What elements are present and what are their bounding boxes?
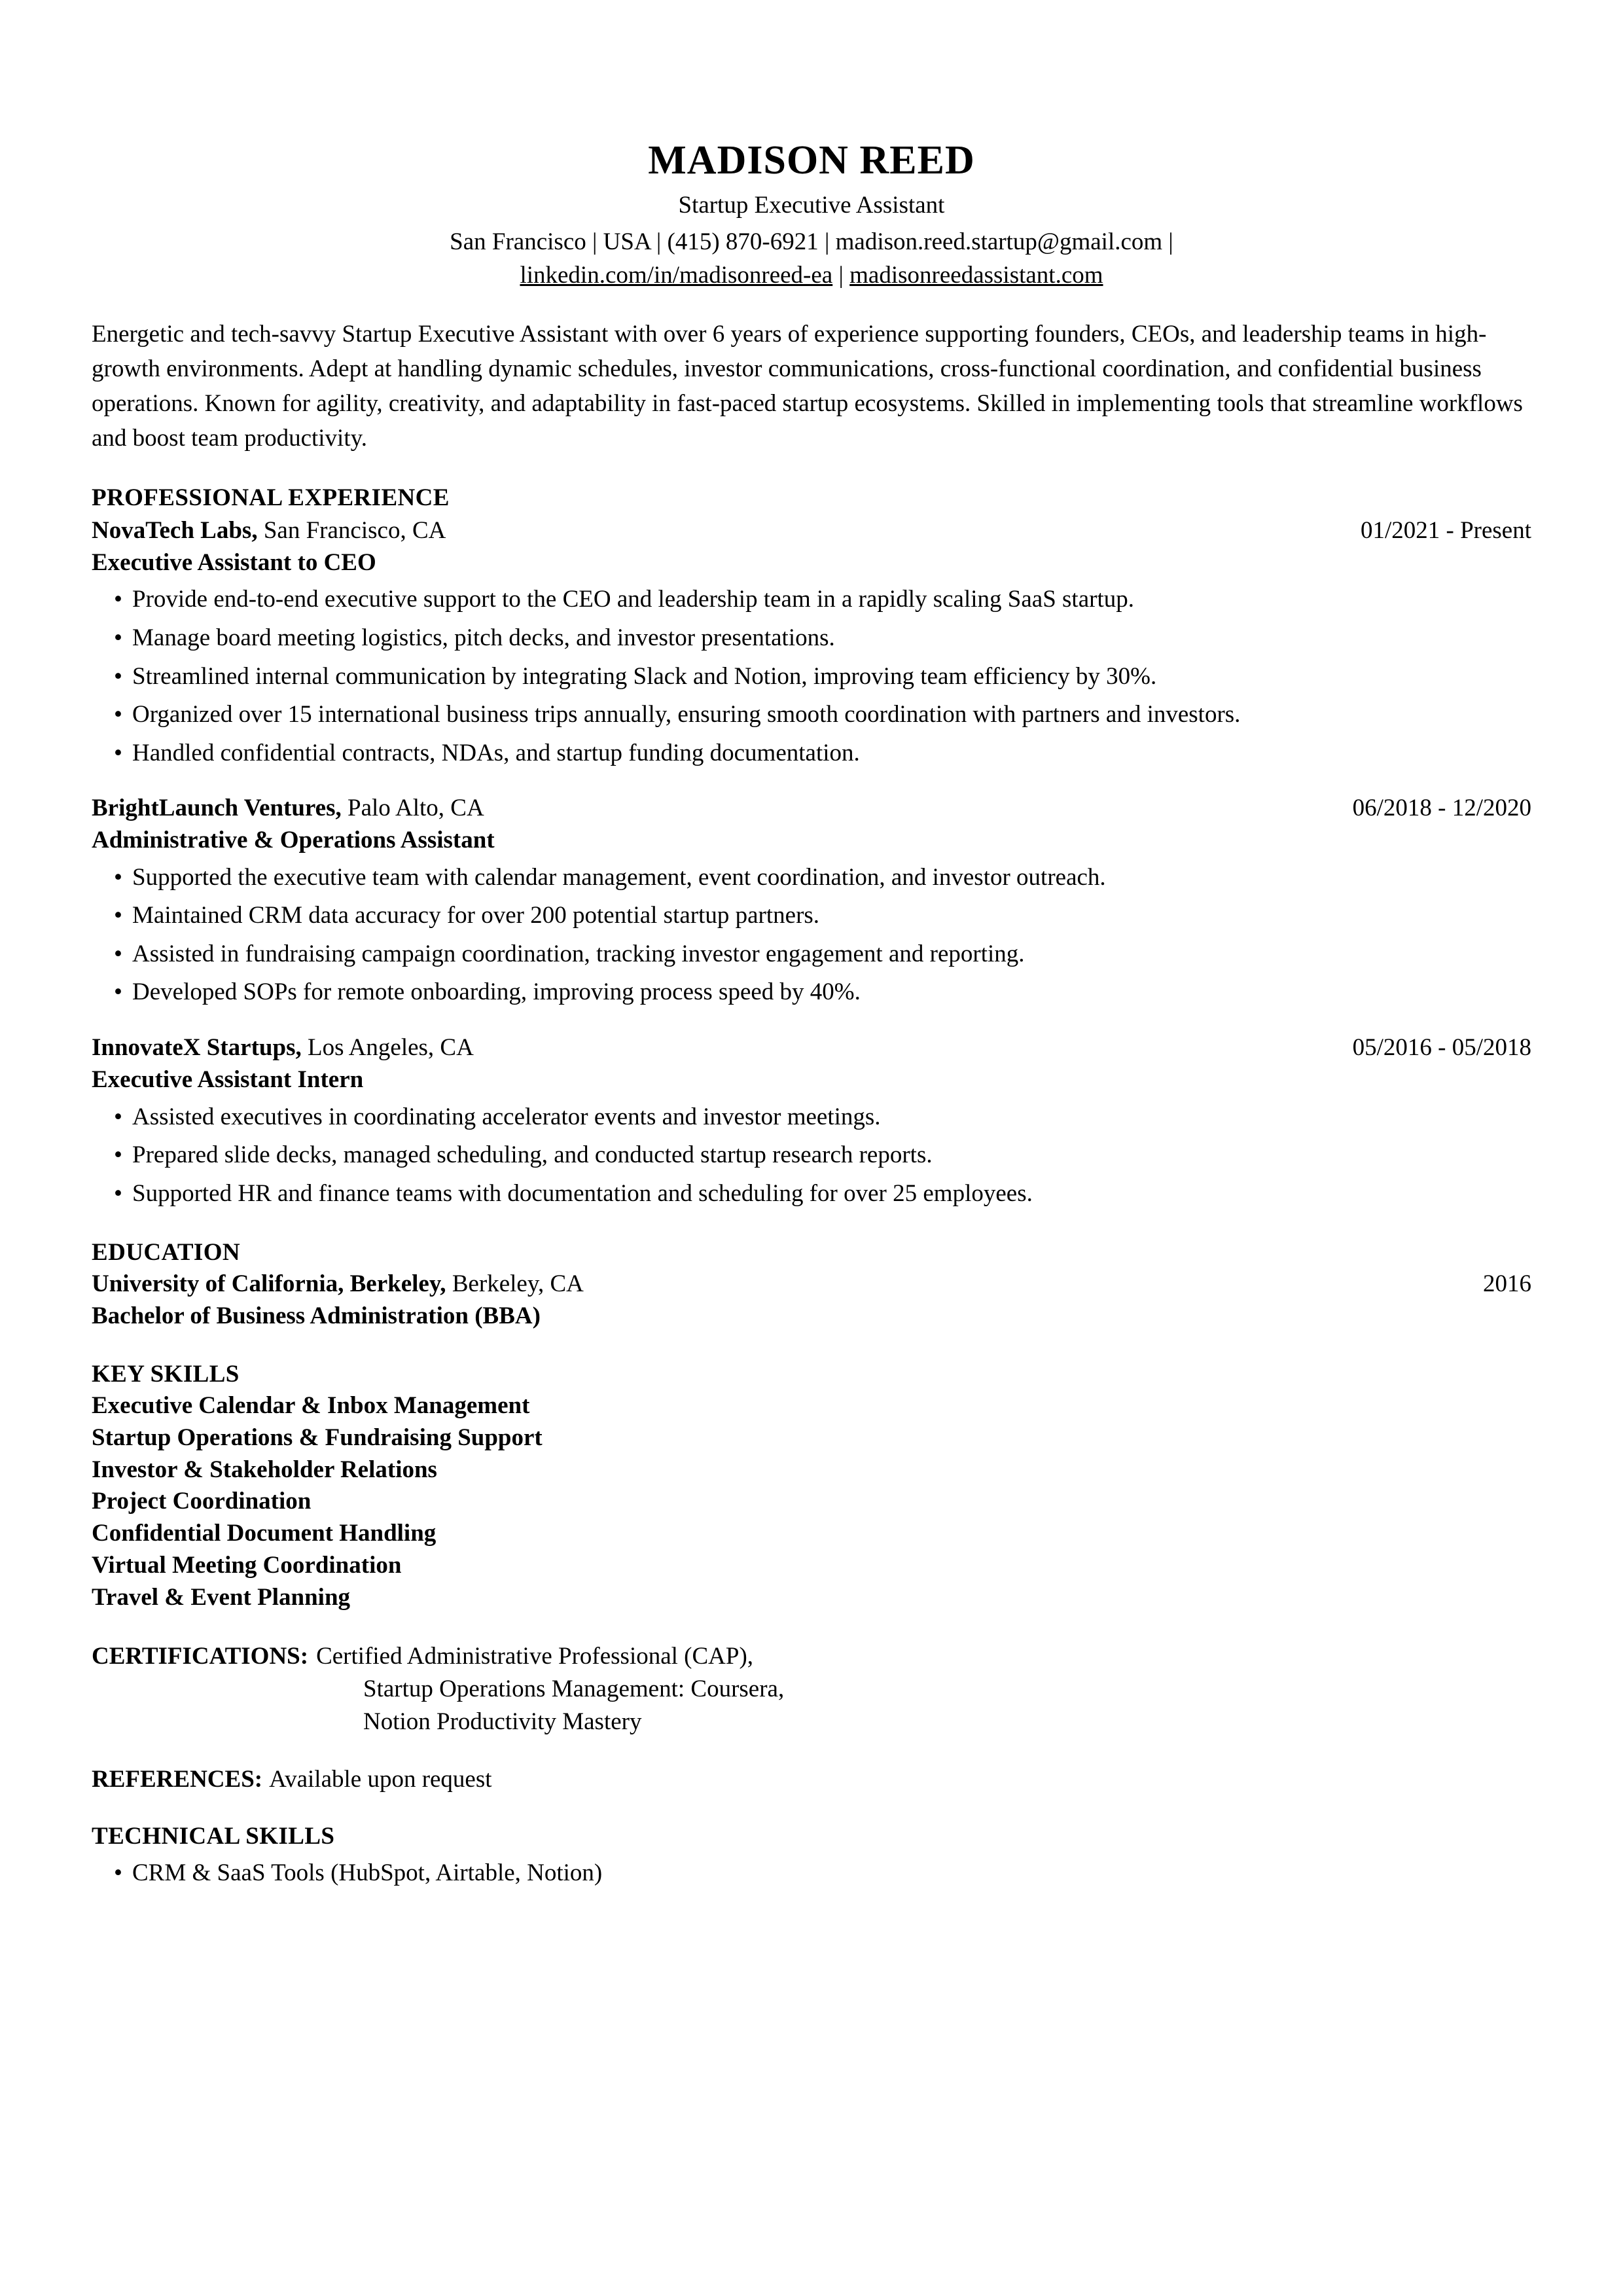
key-skill-item: Project Coordination bbox=[92, 1488, 312, 1515]
key-skill-item: Travel & Event Planning bbox=[92, 1583, 351, 1611]
experience-bullets bbox=[92, 583, 1531, 770]
experience-bullets bbox=[92, 1100, 1531, 1211]
experience-role: Executive Assistant to CEO bbox=[92, 548, 376, 576]
experience-role: Administrative & Operations Assistant bbox=[92, 826, 495, 853]
technical-skills-section-title: TECHNICAL SKILLS bbox=[92, 1822, 335, 1850]
list-item: • Developed SOPs for remote onboarding, improving process speed by 40%. bbox=[92, 975, 1531, 1010]
certification-item: Certified Administrative Professional (CAP), bbox=[316, 1642, 754, 1670]
experience-dates: 01/2021 - Present bbox=[1360, 516, 1531, 544]
certification-item: Notion Productivity Mastery bbox=[363, 1708, 642, 1735]
experience-bullets bbox=[92, 861, 1531, 1010]
key-skill-item: Investor & Stakeholder Relations bbox=[92, 1456, 437, 1483]
linkedin-link[interactable]: linkedin.com/in/madisonreed-ea bbox=[520, 261, 833, 289]
experience-company: NovaTech Labs, bbox=[92, 516, 258, 544]
references-label: REFERENCES: bbox=[92, 1765, 263, 1793]
certification-item-row bbox=[92, 1706, 1531, 1738]
education-section bbox=[92, 1237, 1531, 1333]
experience-company: BrightLaunch Ventures, bbox=[92, 795, 342, 822]
list-item: • Streamlined internal communication by integrating Slack and Notion, improving team efficiency by 30%. bbox=[92, 660, 1531, 694]
key-skills-section bbox=[92, 1359, 1531, 1614]
experience-header bbox=[92, 1032, 1531, 1064]
certifications-label: CERTIFICATIONS: bbox=[92, 1642, 309, 1670]
candidate-name: MADISON REED bbox=[648, 138, 975, 183]
certification-item: Startup Operations Management: Coursera, bbox=[363, 1675, 785, 1702]
website-link[interactable]: madisonreedassistant.com bbox=[849, 261, 1103, 289]
key-skill-item: Virtual Meeting Coordination bbox=[92, 1552, 402, 1579]
education-year: 2016 bbox=[1483, 1270, 1531, 1298]
experience-dates: 06/2018 - 12/2020 bbox=[1352, 795, 1531, 822]
key-skill-item: Startup Operations & Fundraising Support bbox=[92, 1424, 543, 1451]
education-school-location bbox=[92, 1268, 584, 1300]
professional-summary: Energetic and tech-savvy Startup Executive Assistant with over 6 years of experience supporting founders, CEOs, and leadership teams in high-growth environments. Adept at handling dynamic schedules, investor communications, cross-functional coordination, and confidential business operations. Known for agility, creativity, and adaptability in fast-paced startup ecosystems. Skilled in implementing tools that streamline workflows and boost team productivity. bbox=[92, 320, 1523, 452]
certifications-section bbox=[92, 1640, 1531, 1738]
experience-role: Executive Assistant Intern bbox=[92, 1066, 364, 1093]
technical-skills-section bbox=[92, 1821, 1531, 1891]
references-section bbox=[92, 1763, 1531, 1796]
contact-info bbox=[92, 225, 1531, 292]
experience-company-location bbox=[92, 515, 446, 547]
experience-header bbox=[92, 793, 1531, 825]
experience-company: InnovateX Startups, bbox=[92, 1033, 302, 1061]
list-item: • Assisted in fundraising campaign coordination, tracking investor engagement and reporting. bbox=[92, 937, 1531, 972]
key-skill-item: Executive Calendar & Inbox Management bbox=[92, 1391, 530, 1419]
technical-skills-bullets bbox=[92, 1856, 1531, 1891]
contact-line: San Francisco | USA | (415) 870-6921 | madison.reed.startup@gmail.com | bbox=[450, 228, 1173, 255]
resume-header bbox=[92, 137, 1531, 292]
list-item: • Supported the executive team with calendar management, event coordination, and investor outreach. bbox=[92, 861, 1531, 895]
list-item: • Supported HR and finance teams with documentation and scheduling for over 25 employees. bbox=[92, 1177, 1531, 1211]
list-item: • Organized over 15 international business trips annually, ensuring smooth coordination with partners and investors. bbox=[92, 698, 1531, 732]
experience-company-location bbox=[92, 1032, 474, 1064]
contact-separator: | bbox=[838, 261, 844, 289]
list-item: • Maintained CRM data accuracy for over 200 potential startup partners. bbox=[92, 899, 1531, 933]
experience-item bbox=[92, 793, 1531, 1010]
key-skills-section-title: KEY SKILLS bbox=[92, 1360, 240, 1388]
experience-header bbox=[92, 515, 1531, 547]
experience-section-title: PROFESSIONAL EXPERIENCE bbox=[92, 484, 450, 511]
education-header bbox=[92, 1268, 1531, 1300]
list-item: • Provide end-to-end executive support to the CEO and leadership team in a rapidly scaling SaaS startup. bbox=[92, 583, 1531, 617]
references-value: Available upon request bbox=[269, 1765, 492, 1793]
experience-item bbox=[92, 515, 1531, 770]
certifications-first-row bbox=[92, 1640, 1531, 1673]
experience-item bbox=[92, 1032, 1531, 1211]
list-item: • Handled confidential contracts, NDAs, and startup funding documentation. bbox=[92, 736, 1531, 771]
education-section-title: EDUCATION bbox=[92, 1239, 240, 1266]
experience-company-location bbox=[92, 793, 484, 825]
experience-dates: 05/2016 - 05/2018 bbox=[1352, 1033, 1531, 1061]
list-item: • Manage board meeting logistics, pitch decks, and investor presentations. bbox=[92, 621, 1531, 656]
certification-item-row bbox=[92, 1673, 1531, 1706]
experience-location: Palo Alto, CA bbox=[341, 795, 484, 822]
experience-location: San Francisco, CA bbox=[257, 516, 446, 544]
list-item: • CRM & SaaS Tools (HubSpot, Airtable, Notion) bbox=[92, 1856, 1531, 1891]
education-location: Berkeley, CA bbox=[446, 1270, 584, 1298]
key-skill-item: Confidential Document Handling bbox=[92, 1520, 437, 1547]
education-degree: Bachelor of Business Administration (BBA) bbox=[92, 1302, 541, 1330]
education-school: University of California, Berkeley, bbox=[92, 1270, 446, 1298]
list-item: • Assisted executives in coordinating accelerator events and investor meetings. bbox=[92, 1100, 1531, 1135]
list-item: • Prepared slide decks, managed scheduling, and conducted startup research reports. bbox=[92, 1138, 1531, 1173]
experience-section bbox=[92, 482, 1531, 1211]
experience-location: Los Angeles, CA bbox=[301, 1033, 474, 1061]
candidate-title: Startup Executive Assistant bbox=[678, 192, 945, 219]
